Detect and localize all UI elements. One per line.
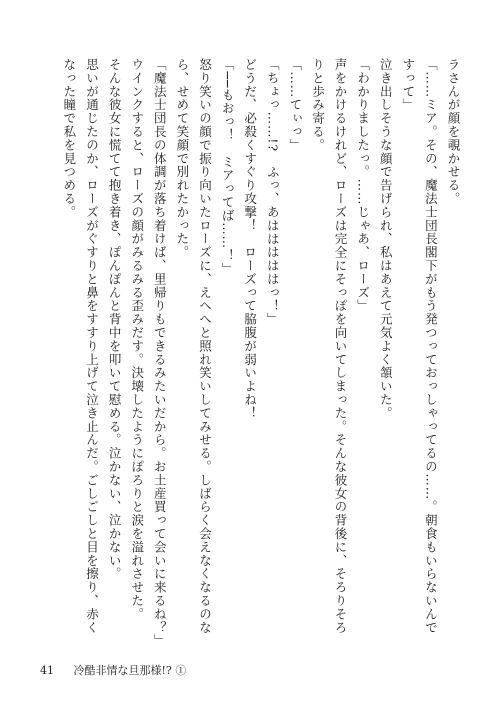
text-line: 声をかけるけれど、ローズは完全にそっぽを向いてしまった。そんな彼女の背後に、そろりそろ [333,58,349,635]
text-line: 泣き出しそうな顔で告げられ、私はあえて元気よく頷いた。 [378,58,394,420]
text-line: 「──もおっ！ ミアってば……！」 [220,58,236,276]
text-line: ラさんが顔を覗かせる。 [446,58,461,206]
text-line: 「わかりましたっ。……じゃあ、ローズ」 [355,58,371,313]
text-line: どうだ、必殺くすぐり攻撃！ ローズって脇腹が弱いよね！ [242,58,258,420]
text-line: すって」 [400,58,416,112]
text-line: 「……ミア。その、魔法士団長閣下がもう発つっておっしゃってるの……。朝食もいらないんで [423,58,439,635]
text-line: 「……てぃっ」 [287,58,303,152]
text-line: そんな彼女に慌てて抱き着き、ぽんぽんと背中を叩いて慰める。泣かない、泣かない。 [107,58,123,581]
text-line: なった瞳で私を見つめる。 [61,58,77,219]
text-line: ウインクすると、ローズの顔がみるみる歪みだす。決壊したようにぽろりと涙を溢れさせた。 [129,58,145,621]
page-number: 41 [40,664,54,677]
book-title: 冷酷非情な旦那様!? ① [73,664,187,677]
body-text [44,58,464,658]
text-line: 思いが通じたのか、ローズがぐすりと鼻をすすり上げて泣き止んだ。ごしごしと目を擦り、赤く [84,58,100,635]
text-line: 「魔法士団長の体調が落ち着けば、里帰りもできるみたいだから。お土産買って会いに来るね？」 [152,58,168,648]
text-line: 「ちょっ……!? ふっ、あはははははっ！」 [265,58,281,327]
text-line: 怒り笑いの顔で振り向いたローズに、えへへと照れ笑いしてみせる。しばらく会えなくなるのな [197,58,213,635]
page-footer [40,662,186,678]
text-line: ら、せめて笑顔で別れたかった。 [174,58,190,259]
text-line: りと歩み寄る。 [310,58,326,152]
